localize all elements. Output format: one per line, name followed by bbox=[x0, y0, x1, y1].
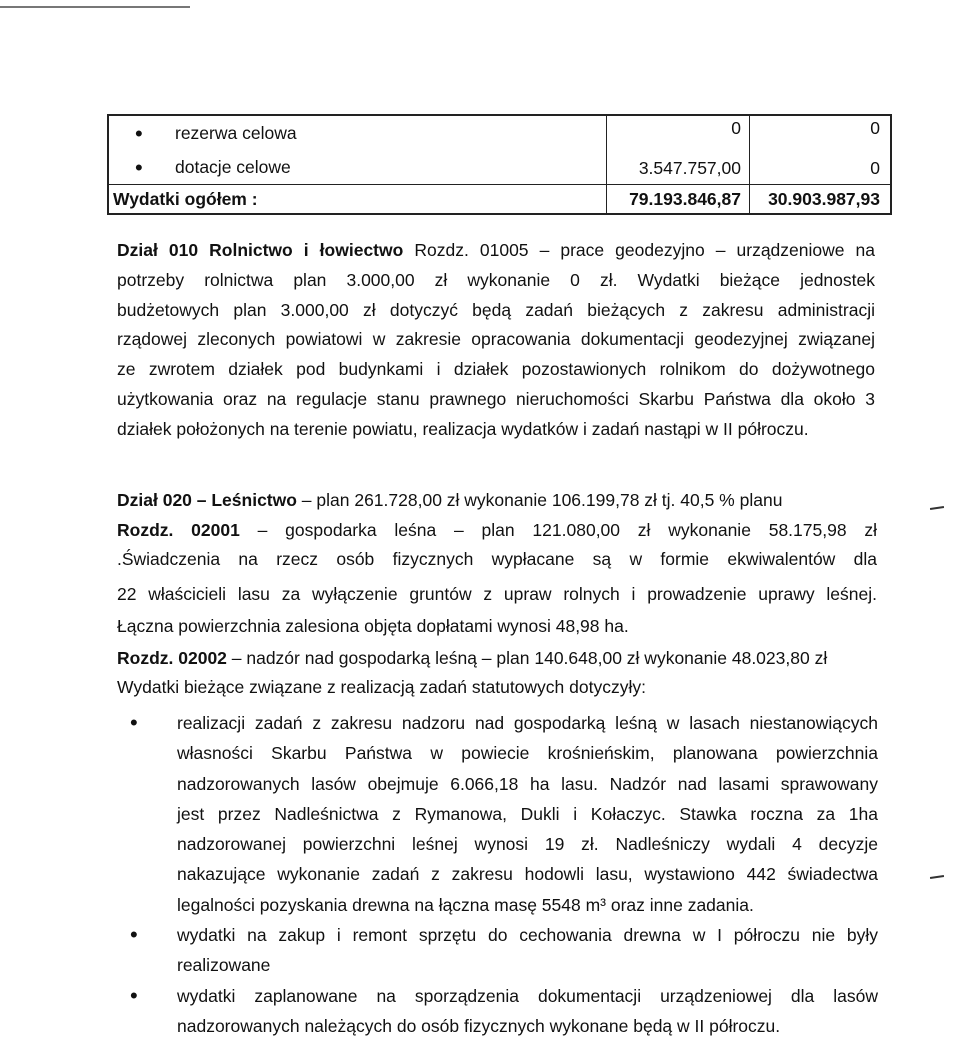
rozdz-02001-heading: Rozdz. 02001 – gospodarka leśna – plan 121.080,00 zł wykonanie 58.175,98 zł bbox=[117, 520, 878, 540]
text-line: budżetowych plan 3.000,00 zł dotyczyć będą zadań bieżących z zakresu administracji bbox=[117, 299, 875, 320]
text-line: działek położonych na terenie powiatu, realizacja wydatków i zadań nastąpi w II półroczu. bbox=[117, 418, 809, 439]
section-heading: Dział 020 – Leśnictwo bbox=[117, 490, 297, 510]
margin-mark bbox=[930, 875, 944, 879]
table-row bbox=[108, 152, 891, 185]
section-010-paragraph bbox=[117, 236, 875, 445]
text-line: .Świadczenia na rzecz osób fizycznych wypłacane są w formie ekwiwalentów dla bbox=[117, 549, 877, 569]
total-value-plan: 79.193.846,87 bbox=[607, 185, 750, 215]
row-value-exec: 0 bbox=[750, 115, 892, 152]
margin-mark bbox=[930, 506, 944, 510]
row-value-plan: 0 bbox=[607, 115, 750, 152]
bullet-icon: • bbox=[135, 155, 143, 180]
list-item: • wydatki na zakup i remont sprzętu do cechowania drewna w I półroczu nie były realizowane bbox=[130, 922, 878, 976]
row-label: • dotacje celowe bbox=[108, 152, 607, 185]
bullet-icon: • bbox=[135, 121, 143, 146]
text-line: 22 właścicieli lasu za wyłączenie gruntów z upraw rolnych i prowadzenie uprawy leśnej. bbox=[117, 584, 877, 604]
top-rule bbox=[0, 6, 190, 8]
text-line: potrzeby rolnictwa plan 3.000,00 zł wykonanie 0 zł. Wydatki bieżące jednostek bbox=[117, 269, 875, 290]
row-label: • rezerwa celowa bbox=[108, 115, 607, 152]
text-line: rządowej zleconych powiatowi w zakresie opracowania dokumentacji geodezyjnej związanej bbox=[117, 329, 875, 350]
text-line: użytkowania oraz na regulacje stanu prawnego nieruchomości Skarbu Państwa dla około 3 bbox=[117, 388, 875, 409]
bullet-icon: • bbox=[130, 982, 138, 1008]
budget-table bbox=[107, 114, 892, 215]
table-row bbox=[108, 115, 891, 152]
bullet-icon: • bbox=[130, 922, 138, 948]
list-item: • realizacji zadań z zakresu nadzoru nad gospodarką leśną w lasach niestanowiących własności Skarbu Państwa w powiecie krośnieńskim, planowana powierzchnia nadzorowanych lasów obejmuje 6.066,18 ha lasu. Nadzór nad lasami sprawowany jest przez Nadleśnictwa z Rymanowa, Dukli i Kołaczyc. Stawka roczna za 1ha nadzorowanej powierzchni leśnej wynosi 19 zł. Nadleśniczy wydali 4 decyzje nakazujące wykonanie zadań z zakresu hodowli lasu, wystawiono 442 świadectwa legalności pozyskania drewna na łączna masę 5548 m³ oraz inne zadania. bbox=[130, 710, 878, 915]
text-line: Wydatki bieżące związane z realizacją zadań statutowych dotyczyły: bbox=[117, 677, 646, 697]
text-line: ze zwrotem działek pod budynkami i działek pozostawionych rolnikom do dożywotnego bbox=[117, 359, 875, 380]
section-020-heading: Dział 020 – Leśnictwo – plan 261.728,00 zł wykonanie 106.199,78 zł tj. 40,5 % planu bbox=[117, 490, 783, 510]
row-value-plan: 3.547.757,00 bbox=[607, 152, 750, 185]
expense-bullet-list bbox=[130, 708, 878, 1041]
total-row bbox=[108, 185, 891, 215]
text-line: Łączna powierzchnia zalesiona objęta dopłatami wynosi 48,98 ha. bbox=[117, 616, 629, 636]
rozdz-02002-heading: Rozdz. 02002 – nadzór nad gospodarką leśną – plan 140.648,00 zł wykonanie 48.023,80 zł bbox=[117, 648, 828, 668]
total-label: Wydatki ogółem : bbox=[108, 185, 607, 215]
text-line: Dział 010 Rolnictwo i łowiectwo Rozdz. 01005 – prace geodezyjno – urządzeniowe na bbox=[117, 240, 876, 260]
section-heading: Dział 010 Rolnictwo i łowiectwo bbox=[117, 240, 404, 260]
list-item: • wydatki zaplanowane na sporządzenia dokumentacji urządzeniowej dla lasów nadzorowanych należących do osób fizycznych wykonane będą w II półroczu. bbox=[130, 982, 878, 1036]
bullet-icon: • bbox=[130, 710, 138, 735]
row-value-exec: 0 bbox=[750, 152, 892, 185]
total-value-exec: 30.903.987,93 bbox=[750, 185, 892, 215]
